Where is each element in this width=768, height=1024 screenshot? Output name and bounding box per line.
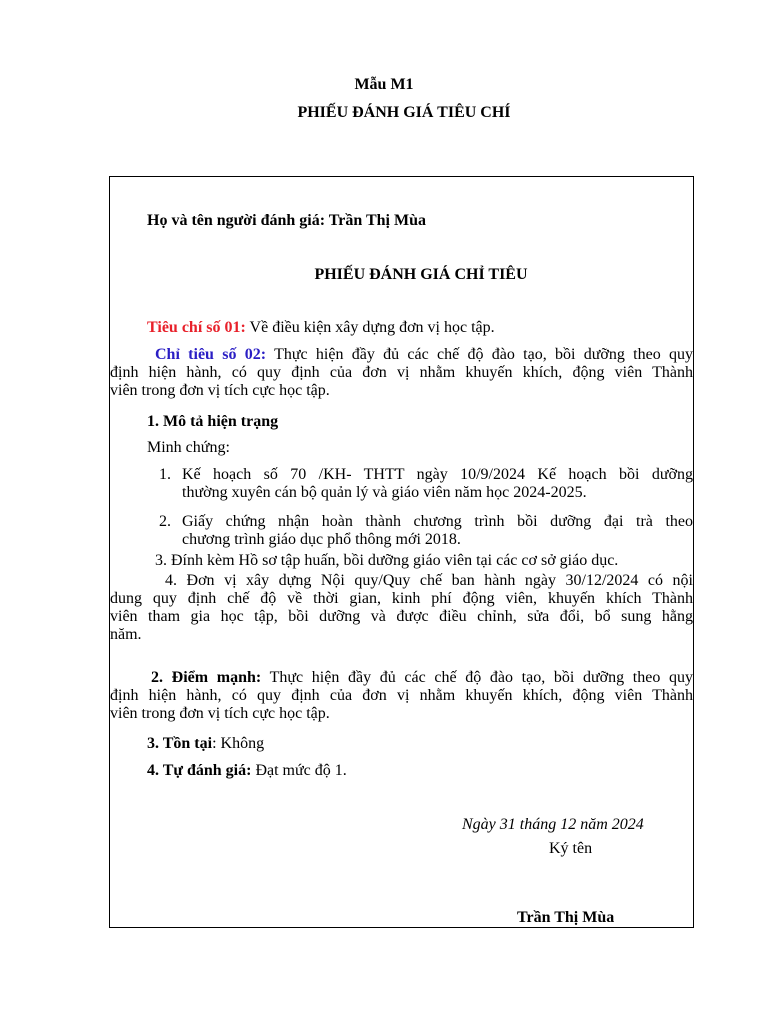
evaluator-line [147, 212, 426, 230]
self-assessment-text: Đạt mức độ 1. [255, 762, 347, 779]
evaluator-name: Trần Thị Mùa [328, 212, 426, 229]
criterion-label: Tiêu chí số 01: [147, 319, 246, 336]
signer-name: Trần Thị Mùa [517, 909, 615, 926]
status-heading: 1. Mô tả hiện trạng [147, 413, 279, 430]
criterion-line [147, 319, 495, 337]
indicator-line-1: Chỉ tiêu số 02: Thực hiện đầy đủ các chế độ đào tạo, bồi dưỡng theo quy [155, 346, 693, 363]
evaluator-label: Họ và tên người đánh giá: [147, 212, 326, 229]
indicator-line-2: định hiện hành, có quy định của đơn vị nhằm khuyến khích, động viên Thành [110, 364, 693, 381]
shortcomings-text: : Không [212, 735, 265, 752]
self-assessment-label: 4. Tự đánh giá: [147, 762, 252, 779]
form-code: Mẫu M1 [354, 76, 414, 93]
self-assessment-line [147, 762, 347, 780]
document-title: PHIẾU ĐÁNH GIÁ TIÊU CHÍ [297, 104, 511, 121]
evaluation-frame [109, 176, 694, 928]
criterion-text: Về điều kiện xây dựng đơn vị học tập. [249, 319, 495, 336]
indicator-line-3: viên trong đơn vị tích cực học tập. [110, 382, 330, 399]
shortcomings-line [147, 735, 264, 753]
signature-label: Ký tên [549, 840, 593, 857]
signature-date: Ngày 31 tháng 12 năm 2024 [462, 816, 644, 833]
indicator-block [110, 346, 693, 400]
evidence-item-1: 1. Kế hoạch số 70 /KH- THTT ngày 10/9/2024 Kế hoạch bồi dưỡng thường xuyên cán bộ quản lý và giáo viên năm học 2024-2025. [159, 466, 693, 501]
evidence-label: Minh chứng: [147, 439, 230, 456]
evidence-item-3: 3. Đính kèm Hồ sơ tập huấn, bồi dưỡng giáo viên tại các cơ sở giáo dục. [155, 552, 619, 569]
shortcomings-label: 3. Tồn tại [147, 735, 213, 752]
section-title: PHIẾU ĐÁNH GIÁ CHỈ TIÊU [314, 266, 528, 283]
strengths-label: 2. Điểm mạnh: [151, 669, 262, 686]
evidence-item-2: 2. Giấy chứng nhận hoàn thành chương trình bồi dưỡng đại trà theo chương trình giáo dục phổ thông mới 2018. [159, 513, 693, 548]
indicator-label: Chỉ tiêu số 02: [155, 346, 267, 363]
evidence-item-4: 4. Đơn vị xây dựng Nội quy/Quy chế ban hành ngày 30/12/2024 có nội dung quy định chế độ về thời gian, kinh phí động viên, khuyến khích Thành viên tham gia học tập, bồi dưỡng và được điều chỉnh, sửa đổi, bổ sung hằng năm. [110, 572, 693, 643]
strengths-block: 2. Điểm mạnh: Thực hiện đầy đủ các chế độ đào tạo, bồi dưỡng theo quy định hiện hành, có quy định của đơn vị nhằm khuyến khích, động viên Thành viên trong đơn vị tích cực học tập. [110, 669, 693, 722]
